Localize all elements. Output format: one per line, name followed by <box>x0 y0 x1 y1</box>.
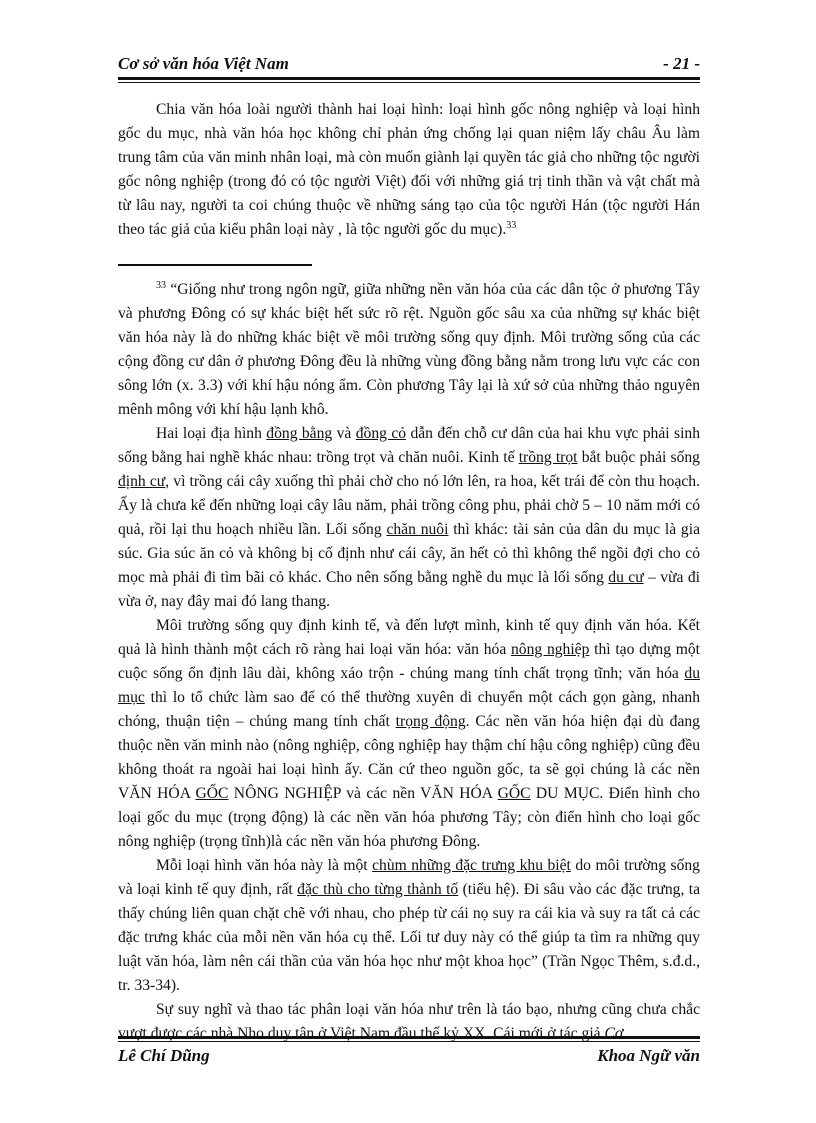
underlined-term: đặc thù cho từng thành tố <box>297 881 459 898</box>
underlined-term: GỐC <box>497 785 531 802</box>
body-paragraph <box>118 98 700 242</box>
text-run: dẫn đến chỗ cư dân của hai khu vực phải sinh sống bằng hai nghề khác nhau: trồng trọt và chăn nuôi. Kinh tế <box>118 425 701 466</box>
underlined-term: nông nghiệp <box>511 641 590 658</box>
footnote-paragraph <box>118 614 700 854</box>
text-run: Mỗi loại hình văn hóa này là một <box>156 857 373 874</box>
text-run: NÔNG NGHIỆP và các nền VĂN HÓA <box>228 785 498 802</box>
footnote-separator <box>118 264 312 266</box>
text-run: , vì trồng cái cây xuống thì phải chờ cho nó lớn lên, ra hoa, kết trái để còn thu hoạch. Ấy là chưa kể đến những loại cây lâu năm, phải trồng công phu, phải chờ 5 – 10 năm mới có quả, rồi lại thu hoạch nhiều lần. Lối sống <box>118 473 700 538</box>
text-run: Môi trường sống quy định kinh tế, và đến lượt mình, kinh tế quy định văn hóa. Kết quả là hình thành một cách rõ ràng hai loại văn hóa: văn hóa <box>118 617 700 658</box>
underlined-term: du mục <box>118 665 700 706</box>
body-paragraph-text: Chia văn hóa loài người thành hai loại hình: loại hình gốc nông nghiệp và loại hình gốc du mục, nhà văn hóa học không chỉ phản ứng chống lại quan niệm lấy châu Âu làm trung tâm của văn minh nhân loại, mà còn muốn giành lại quyền tác giả cho những tộc người gốc nông nghiệp (trong đó có tộc người Việt) đối với những giá trị tinh thần và vật chất mà từ lâu nay, người ta coi chúng thuộc về những sáng tạo của tộc người Hán (tộc người Hán theo tác giả của kiểu phân loại này , là tộc người gốc du mục). <box>118 101 700 238</box>
text-run: – vừa đi vừa ở, nay đây mai đó lang thang. <box>118 569 700 610</box>
footer-rule-thin <box>118 1041 700 1042</box>
text-run: do môi trường sống và loại kinh tế quy định, rất <box>118 857 700 898</box>
underlined-term: trồng trọt <box>518 449 578 466</box>
text-run: thì tạo dựng một cuộc sống ổn định lâu dài, không xáo trộn - chúng mang tính chất trọng tĩnh; văn hóa <box>118 641 701 682</box>
underlined-term: định cư <box>118 473 166 490</box>
text-run: thì lo tổ chức làm sao để có thể thường xuyên di chuyển một cách gọn gàng, nhanh chóng, thuận tiện – chúng mang tính chất <box>118 689 700 730</box>
header-rule <box>118 77 700 80</box>
underlined-term: trọng động <box>395 713 466 730</box>
text-run: Hai loại địa hình <box>156 425 267 442</box>
footer-author: Lê Chí Dũng <box>118 1046 210 1065</box>
underlined-term: GỐC <box>195 785 229 802</box>
footnote-paragraph <box>118 854 700 998</box>
footnote-text: “Giống như trong ngôn ngữ, giữa những nền văn hóa của các dân tộc ở phương Tây và phương Đông có sự khác biệt hết sức rõ rệt. Nguồn gốc sâu xa của những sự khác biệt văn hóa này là do những khác biệt về môi trường sống quy định. Môi trường sống của các cộng đồng cư dân ở phương Đông đều là những vùng đồng bằng nằm trong lưu vực các con sông lớn (x. 3.3) với khí hậu nóng ẩm. Còn phương Tây lại là xứ sở của những thảo nguyên mênh mông với khí hậu lạnh khô. <box>118 281 700 418</box>
header-rule-thin <box>118 82 700 83</box>
page-header <box>118 52 700 78</box>
footer-rule <box>118 1036 700 1039</box>
footnote-number: 33 <box>156 279 166 291</box>
footnote-paragraph <box>118 422 700 614</box>
book-title: Cơ sở văn hóa Việt Nam <box>118 54 289 73</box>
text-run: DU MỤC. Điển hình cho loại gốc du mục (trọng động) là các nền văn hóa phương Tây; còn điển hình cho loại gốc nông nghiệp (trọng tĩnh)là các nền văn hóa phương Đông. <box>118 785 700 850</box>
text-run: và <box>332 425 356 442</box>
italic-term: Cơ <box>604 1025 624 1042</box>
page-number: - 21 - <box>663 54 700 73</box>
text-run: (tiểu hệ). Đi sâu vào các đặc trưng, ta thấy chúng liên quan chặt chẽ với nhau, cho phép từ cái nọ suy ra cái kia và suy ra tất cả các đặc trưng khác của mỗi nền văn hóa cụ thể. Lối tư duy này có thể giúp ta tìm ra những quy luật văn hóa, làm nên cái thần của văn hóa học như một khoa học” (Trần Ngọc Thêm, s.đ.d., tr. 33-34). <box>118 881 700 994</box>
footnote <box>118 278 700 1046</box>
footnote-paragraph <box>118 278 700 422</box>
page-content <box>118 98 700 1046</box>
text-run: thì khác: tài sản của dân du mục là gia súc. Gia súc ăn cỏ và không bị cố định như cái cây, ăn hết cỏ thì không thể ngồi đợi cho cỏ mọc mà phải đi tìm bãi cỏ khác. Cho nên sống bằng nghề du mục là lối sống <box>118 521 700 586</box>
text-run: bắt buộc phải sống <box>577 449 700 466</box>
text-run: . Các nền văn hóa hiện đại dù đang thuộc nền văn minh nào (nông nghiệp, công nghiệp hay thậm chí hậu công nghiệp) cũng đều không thoát ra ngoài hai loại hình ấy. Căn cứ theo nguồn gốc, ta sẽ gọi chúng là các nền VĂN HÓA <box>118 713 700 802</box>
underlined-term: chăn nuôi <box>386 521 449 538</box>
footer-department: Khoa Ngữ văn <box>597 1046 700 1065</box>
text-run: Sự suy nghĩ và thao tác phân loại văn hóa như trên là táo bạo, nhưng cũng chưa chắc vượt được các nhà Nho duy tân ở Việt Nam đầu thế kỷ XX. Cái mới ở tác giả <box>118 1001 700 1042</box>
underlined-term: du cư <box>608 569 644 586</box>
footnote-ref[interactable]: 33 <box>506 219 517 231</box>
underlined-term: chùm những đặc trưng khu biệt <box>372 857 571 874</box>
underlined-term: đồng cỏ <box>355 425 407 442</box>
underlined-term: đồng bằng <box>266 425 333 442</box>
